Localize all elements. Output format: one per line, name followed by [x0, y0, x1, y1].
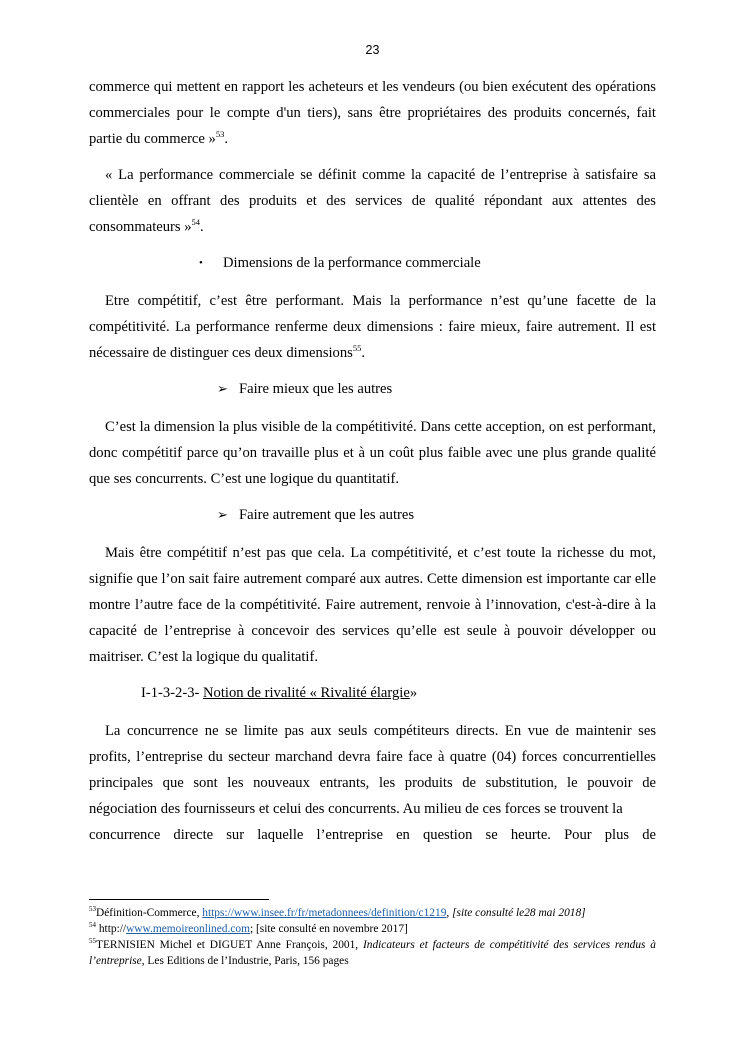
bullet-heading-text: Dimensions de la performance commerciale: [223, 255, 481, 271]
subheading-text: Faire autrement que les autres: [239, 507, 415, 523]
footnote-ref-54[interactable]: 54: [191, 217, 201, 228]
paragraph-faire-autrement: Mais être compétitif n’est pas que cela. La compétitivité, et c’est toute la richesse du mot, signifie que l’on sait faire autrement comparé aux autres. Cette dimension est importante car elle montre l’autre face de la compétitivité. Faire autrement, renvoie à l’innovation, c'est-à-dire à la capacité de l’entreprise à concevoir des services qu’elle est seule à pouvoir développer ou maitriser. C’est la logique du qualitatif.: [89, 545, 656, 665]
subheading-text: Faire mieux que les autres: [239, 381, 393, 397]
footnote-55: [89, 937, 656, 969]
footnote-text-tail: , [site consulté le28 mai 2018]: [446, 907, 586, 919]
footnote-book-title: Indicateurs et facteurs de compétitivité des services rendus à l’entreprise: [89, 939, 656, 967]
footnote-54: [89, 921, 656, 937]
paragraph-performance-definition: [89, 162, 656, 240]
section-title-end: »: [409, 685, 418, 701]
footnote-53: [89, 905, 656, 921]
period: .: [224, 131, 228, 147]
section-number: I-1-3-2-3-: [141, 685, 203, 701]
page-number: 23: [365, 43, 380, 57]
paragraph-competitiveness: [89, 288, 656, 366]
subheading-faire-mieux: [89, 376, 656, 402]
paragraph-faire-mieux: C’est la dimension la plus visible de la compétitivité. Dans cette acception, on est performant, donc compétitif parce qu’on travaille plus et à un coût plus faible avec une plus grande qualité que ses concurrents. C’est une logique du quantitatif.: [89, 419, 656, 487]
footnote-number: 53: [89, 905, 96, 914]
footnote-text-tail: , Les Editions de l’Industrie, Paris, 156 pages: [141, 955, 349, 967]
arrow-bullet-icon: ➢: [217, 507, 228, 522]
paragraph-rivalry-last-line: concurrence directe sur laquelle l’entreprise en question se heurte. Pour plus de: [89, 827, 656, 843]
footnote-text-tail: ; [site consulté en novembre 2017]: [249, 923, 408, 935]
footnote-text: http://: [96, 923, 127, 935]
body-text: [89, 74, 656, 858]
footnotes: [89, 905, 656, 969]
bullet-heading: [89, 250, 656, 276]
section-heading: [89, 680, 656, 706]
paragraph-commerce-definition: [89, 74, 656, 152]
bullet-icon: •: [199, 257, 203, 269]
footnote-number: 55: [89, 937, 96, 946]
footnote-ref-55[interactable]: 55: [352, 343, 362, 354]
section-title: Notion de rivalité « Rivalité élargie: [203, 685, 410, 701]
footnote-link-memoireonline[interactable]: www.memoireonlined.com: [126, 923, 250, 935]
footnote-separator: [89, 899, 269, 900]
paragraph-rivalry: La concurrence ne se limite pas aux seuls compétiteurs directs. En vue de maintenir ses profits, l’entreprise du secteur marchand devra faire face à quatre (04) forces concurrentielles principales que sont les nouveaux entrants, les produits de substitution, le pouvoir de négociation des fournisseurs et celui des concurrents. Au milieu de ces forces se trouvent la: [89, 723, 656, 817]
footnote-text: Définition-Commerce,: [96, 907, 203, 919]
arrow-bullet-icon: ➢: [217, 381, 228, 396]
footnote-text: TERNISIEN Michel et DIGUET Anne François, 2001,: [96, 939, 363, 951]
paragraph-text: commerce qui mettent en rapport les acheteurs et les vendeurs (ou bien exécutent des opérations commerciales pour le compte d'un tiers), sans être propriétaires des produits concernés, fait partie du commerce »: [89, 79, 656, 147]
footnote-ref-53[interactable]: 53: [215, 129, 225, 140]
subheading-faire-autrement: [89, 502, 656, 528]
period: .: [200, 219, 204, 235]
paragraph-text: Etre compétitif, c’est être performant. Mais la performance n’est qu’une facette de la compétitivité. La performance renferme deux dimensions : faire mieux, faire autrement. Il est nécessaire de distinguer ces deux dimensions: [89, 293, 656, 361]
paragraph-text: « La performance commerciale se définit comme la capacité de l’entreprise à satisfaire sa clientèle en offrant des produits et des services de qualité répondant aux attentes des consommateurs »: [89, 167, 656, 235]
period: .: [361, 345, 365, 361]
footnote-link-insee[interactable]: https://www.insee.fr/fr/metadonnees/definition/c1219: [202, 907, 447, 919]
footnote-number: 54: [89, 921, 96, 930]
